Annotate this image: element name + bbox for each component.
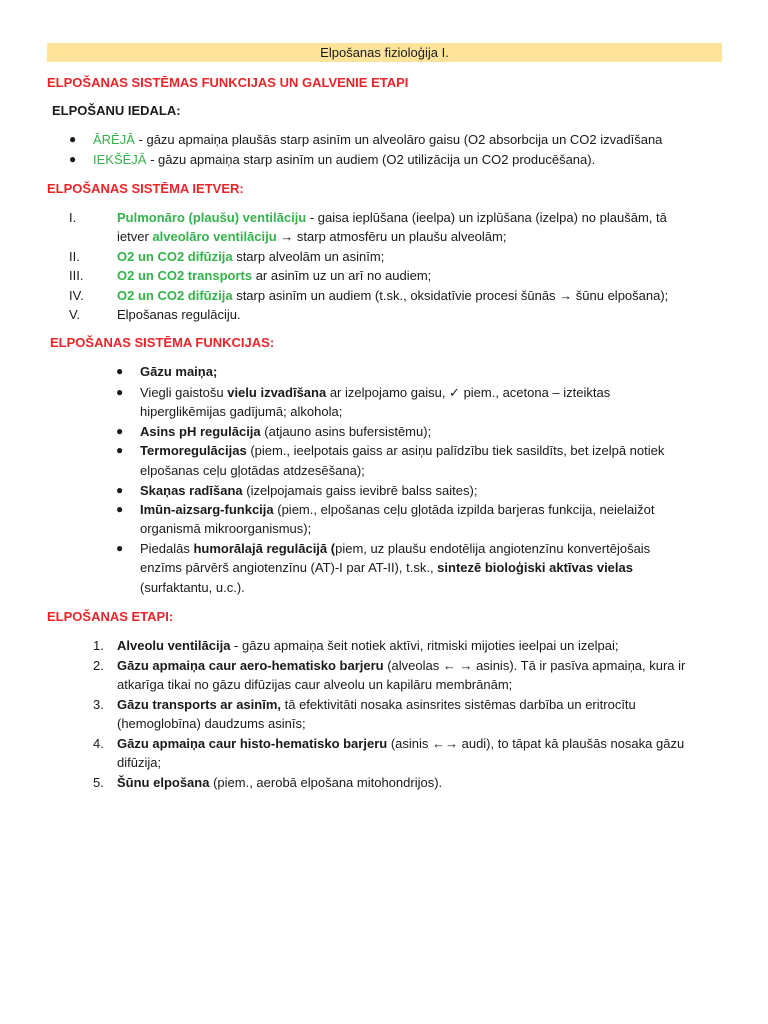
- item-text: starp alveolām un asinīm;: [232, 249, 385, 264]
- list-item-continuation: (hemoglobīna) daudzums asinīs;: [117, 716, 306, 731]
- term: vielu izvadīšana: [227, 385, 327, 400]
- list-item: [117, 636, 618, 655]
- item-text: starp asinīm un audiem (t.sk., oksidatīvie procesi šūnās → šūnu elpošana);: [232, 288, 669, 303]
- term: O2 un CO2 difūzija: [117, 288, 233, 303]
- term: sintezē bioloģiski aktīvas vielas: [437, 560, 633, 575]
- bullet-icon: ●: [116, 424, 124, 438]
- bullet-icon: ●: [69, 132, 77, 146]
- list-item: [140, 362, 217, 381]
- term: O2 un CO2 difūzija: [117, 249, 233, 264]
- term: Pulmonāro (plaušu) ventilāciju: [117, 210, 307, 225]
- item-text: enzīms pārvērš angiotenzīnu (AT)-I par AT-II), t.sk.,: [140, 560, 438, 575]
- item-text: ietver: [117, 229, 153, 244]
- list-item-continuation: hiperglikēmijas gadījumā; alkohola;: [140, 404, 343, 419]
- term: IEKŠĒJĀ: [93, 152, 147, 167]
- term: O2 un CO2 transports: [117, 268, 253, 283]
- term: Gāzu transports ar asinīm,: [117, 697, 281, 712]
- item-text: Elpošanas regulāciju.: [117, 307, 241, 322]
- term: Gāzu apmaiņa caur aero-hematisko barjeru: [117, 658, 384, 673]
- list-number: 2.: [93, 658, 104, 673]
- item-text: ar asinīm uz un arī no audiem;: [252, 268, 432, 283]
- list-item: [140, 539, 650, 558]
- list-item: [140, 441, 664, 460]
- roman-numeral: I.: [69, 210, 77, 225]
- list-item: [117, 695, 636, 714]
- list-item: [140, 422, 431, 441]
- term: Imūn-aizsarg-funkcija: [140, 502, 274, 517]
- list-item: [117, 305, 241, 324]
- item-text: ar izelpojamo gaisu, ✓ piem., acetona – izteiktas: [326, 385, 611, 400]
- list-item: [93, 150, 595, 169]
- item-text: (piem., ieelpotais gaiss ar asiņu palīdzību tiek sasildīts, bet izelpā notiek: [246, 443, 665, 458]
- item-text: (alveolas ← → asinis). Tā ir pasīva apmaiņa, kura ir: [383, 658, 686, 673]
- section-heading-system-functions: ELPOŠANAS SISTĒMA FUNKCIJAS:: [50, 335, 275, 350]
- list-item: [117, 656, 685, 675]
- roman-numeral: II.: [69, 249, 80, 264]
- list-item-continuation: elpošanas ceļu gļotādas atdzesēšana);: [140, 463, 365, 478]
- term: Asins pH regulācija: [140, 424, 261, 439]
- section-heading-functions: ELPOŠANAS SISTĒMAS FUNKCIJAS UN GALVENIE ETAPI: [47, 75, 409, 90]
- item-text: (atjauno asins bufersistēmu);: [260, 424, 432, 439]
- list-item: [117, 286, 668, 305]
- roman-numeral: IV.: [69, 288, 84, 303]
- list-number: 4.: [93, 736, 104, 751]
- list-item: [140, 383, 610, 402]
- list-item-continuation: atkarīga tikai no gāzu difūzijas caur alveolu un kapilāru membrānām;: [117, 677, 513, 692]
- term: Šūnu elpošana: [117, 775, 210, 790]
- list-item: [117, 266, 431, 285]
- list-item-continuation: (surfaktantu, u.c.).: [140, 580, 245, 595]
- term: Gāzu maiņa;: [140, 364, 218, 379]
- list-item: [117, 773, 442, 792]
- subheading-breathing-division: ELPOŠANU IEDALA:: [52, 103, 181, 118]
- term: Skaņas radīšana: [140, 483, 243, 498]
- term: humorālajā regulācijā (: [193, 541, 336, 556]
- bullet-icon: ●: [116, 541, 124, 555]
- list-item-continuation: difūzija;: [117, 755, 162, 770]
- roman-numeral: V.: [69, 307, 81, 322]
- term: Gāzu apmaiņa caur histo-hematisko barjeru: [117, 736, 388, 751]
- bullet-icon: ●: [69, 152, 77, 166]
- bullet-icon: ●: [116, 385, 124, 399]
- item-text: (izelpojamais gaiss ievibrē balss saites);: [242, 483, 478, 498]
- item-text: tā efektivitāti nosaka asinsrites sistēmas darbība un eritrocītu: [281, 697, 636, 712]
- bullet-icon: ●: [116, 443, 124, 457]
- item-text: - gāzu apmaiņa šeit notiek aktīvi, ritmiski mijoties ieelpai un izelpai;: [230, 638, 619, 653]
- item-text: → starp atmosfēru un plaušu alveolām;: [276, 229, 507, 244]
- term: alveolāro ventilāciju: [152, 229, 277, 244]
- term: Alveolu ventilācija: [117, 638, 231, 653]
- item-text: Piedalās: [140, 541, 194, 556]
- list-item-continuation: [117, 227, 506, 246]
- term: Termoregulācijas: [140, 443, 247, 458]
- item-text: - gāzu apmaiņa starp asinīm un audiem (O2 utilizācija un CO2 producēšana).: [146, 152, 596, 167]
- document-title: Elpošanas fizioloģija I.: [47, 43, 722, 62]
- section-heading-stages: ELPOŠANAS ETAPI:: [47, 609, 174, 624]
- list-item: [93, 130, 662, 149]
- list-item: [140, 500, 654, 519]
- list-item: [117, 247, 384, 266]
- list-item: [117, 208, 667, 227]
- bullet-icon: ●: [116, 502, 124, 516]
- item-text: (piem., elpošanas ceļu gļotāda izpilda barjeras funkcija, neielaižot: [273, 502, 655, 517]
- list-number: 5.: [93, 775, 104, 790]
- item-text: piem, uz plaušu endotēlija angiotenzīnu konvertējošais: [335, 541, 651, 556]
- list-item-continuation: [140, 558, 633, 577]
- bullet-icon: ●: [116, 483, 124, 497]
- list-item: [117, 734, 684, 753]
- list-number: 1.: [93, 638, 104, 653]
- item-text: (asinis ←→ audi), to tāpat kā plaušās nosaka gāzu: [387, 736, 685, 751]
- item-text: Viegli gaistošu: [140, 385, 228, 400]
- term: ĀRĒJĀ: [93, 132, 135, 147]
- roman-numeral: III.: [69, 268, 84, 283]
- item-text: - gāzu apmaiņa plaušās starp asinīm un alveolāro gaisu (O2 absorbcija un CO2 izvadīšana: [134, 132, 663, 147]
- item-text: - gaisa ieplūšana (ieelpa) un izplūšana (izelpa) no plaušām, tā: [306, 210, 667, 225]
- list-item-continuation: organismā mikroorganismus);: [140, 521, 312, 536]
- list-number: 3.: [93, 697, 104, 712]
- section-heading-includes: ELPOŠANAS SISTĒMA IETVER:: [47, 181, 244, 196]
- list-item: [140, 481, 477, 500]
- bullet-icon: ●: [116, 364, 124, 378]
- item-text: (piem., aerobā elpošana mitohondrijos).: [209, 775, 443, 790]
